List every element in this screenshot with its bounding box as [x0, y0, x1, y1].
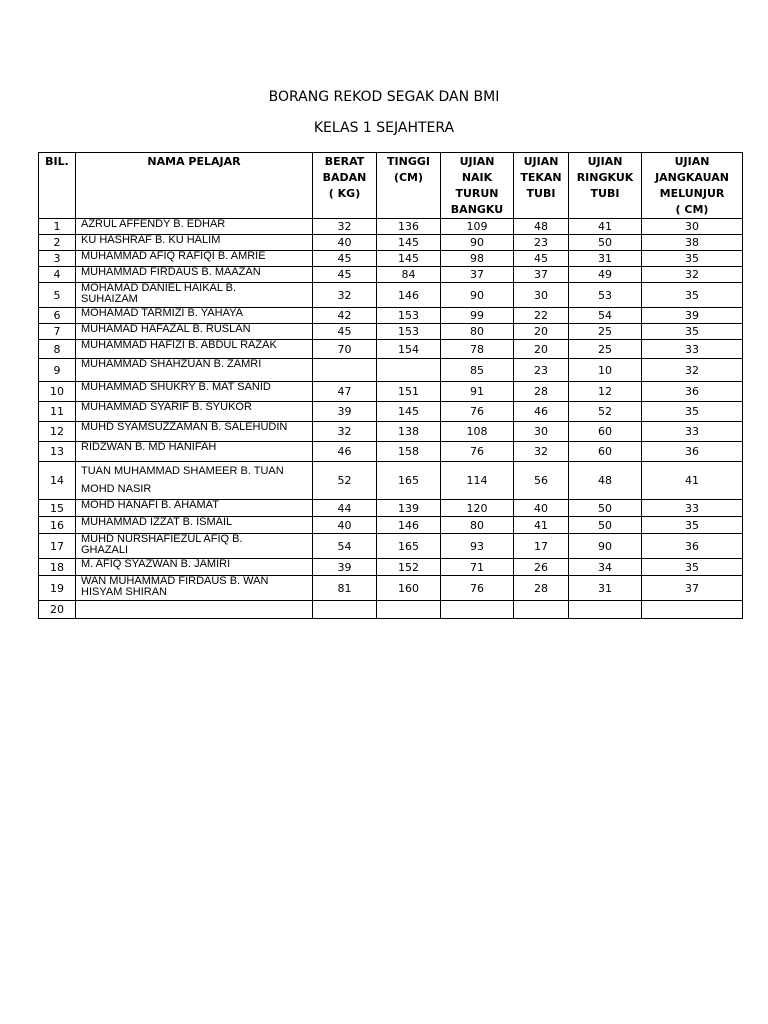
tekan-tubi-cell: 32: [514, 442, 569, 462]
bil-cell: 14: [39, 462, 76, 500]
student-name-line: MUHAMMAD HAFIZI B. ABDUL RAZAK: [81, 339, 277, 351]
header-line: JANGKAUAN: [655, 171, 729, 184]
header-line: NAIK: [461, 171, 493, 184]
naik-turun-bangku-cell: 80: [441, 517, 514, 534]
nama-cell: [76, 340, 313, 359]
tekan-tubi-cell: 56: [514, 462, 569, 500]
jangkauan-melunjur-cell: 38: [642, 235, 743, 251]
table-row: [39, 402, 743, 422]
berat-cell: 81: [313, 576, 377, 601]
fitness-record-table: [38, 152, 743, 619]
header-ujian-naik-turun-bangku: [441, 153, 514, 219]
naik-turun-bangku-cell: 78: [441, 340, 514, 359]
ringkuk-tubi-cell: 12: [569, 382, 642, 402]
student-name-line: MUHD NURSHAFIEZUL AFIQ B.: [81, 533, 243, 545]
naik-turun-bangku-cell: 90: [441, 283, 514, 308]
berat-cell: [313, 359, 377, 382]
bil-cell: 4: [39, 267, 76, 283]
header-berat-badan: [313, 153, 377, 219]
nama-cell: [76, 559, 313, 576]
nama-cell: [76, 576, 313, 601]
berat-cell: 44: [313, 500, 377, 517]
nama-cell: [76, 324, 313, 340]
bil-cell: 10: [39, 382, 76, 402]
tinggi-cell: [377, 601, 441, 619]
naik-turun-bangku-cell: 93: [441, 534, 514, 559]
tekan-tubi-cell: 23: [514, 235, 569, 251]
ringkuk-tubi-cell: 50: [569, 517, 642, 534]
tekan-tubi-cell: 22: [514, 308, 569, 324]
ringkuk-tubi-cell: 41: [569, 219, 642, 235]
tekan-tubi-cell: 45: [514, 251, 569, 267]
nama-cell: [76, 402, 313, 422]
tekan-tubi-cell: 37: [514, 267, 569, 283]
tinggi-cell: 84: [377, 267, 441, 283]
berat-cell: 45: [313, 324, 377, 340]
table-row: [39, 576, 743, 601]
tekan-tubi-cell: 26: [514, 559, 569, 576]
bil-cell: 17: [39, 534, 76, 559]
nama-cell: [76, 235, 313, 251]
berat-cell: 70: [313, 340, 377, 359]
header-line: RINGKUK: [576, 171, 634, 184]
nama-cell: [76, 359, 313, 382]
student-name-line: MOHAMAD DANIEL HAIKAL B.: [81, 282, 237, 294]
table-row: [39, 219, 743, 235]
student-name-line: WAN MUHAMMAD FIRDAUS B. WAN: [81, 575, 269, 587]
header-line: TEKAN: [520, 171, 562, 184]
bil-cell: 12: [39, 422, 76, 442]
jangkauan-melunjur-cell: [642, 601, 743, 619]
nama-cell: [76, 442, 313, 462]
bil-cell: 1: [39, 219, 76, 235]
table-row: [39, 500, 743, 517]
student-name-line: MOHD NASIR: [81, 483, 152, 495]
jangkauan-melunjur-cell: 35: [642, 324, 743, 340]
header-line: (CM): [393, 171, 424, 184]
ringkuk-tubi-cell: 53: [569, 283, 642, 308]
tinggi-cell: 152: [377, 559, 441, 576]
nama-cell: [76, 500, 313, 517]
header-line: TUBI: [526, 187, 556, 200]
bil-cell: 19: [39, 576, 76, 601]
jangkauan-melunjur-cell: 30: [642, 219, 743, 235]
header-line: NAMA PELAJAR: [147, 155, 241, 168]
tekan-tubi-cell: 46: [514, 402, 569, 422]
header-line: TURUN: [455, 187, 499, 200]
jangkauan-melunjur-cell: 33: [642, 340, 743, 359]
bil-cell: 9: [39, 359, 76, 382]
student-name-line: MUHAMMAD SHUKRY B. MAT SANID: [81, 381, 271, 393]
berat-cell: 46: [313, 442, 377, 462]
class-subtitle: KELAS 1 SEJAHTERA: [313, 120, 455, 136]
table-row: [39, 382, 743, 402]
berat-cell: 39: [313, 402, 377, 422]
jangkauan-melunjur-cell: 32: [642, 359, 743, 382]
header-line: UJIAN: [459, 155, 495, 168]
ringkuk-tubi-cell: 10: [569, 359, 642, 382]
naik-turun-bangku-cell: 99: [441, 308, 514, 324]
bil-cell: 7: [39, 324, 76, 340]
naik-turun-bangku-cell: 80: [441, 324, 514, 340]
berat-cell: 52: [313, 462, 377, 500]
bil-cell: 18: [39, 559, 76, 576]
jangkauan-melunjur-cell: 41: [642, 462, 743, 500]
student-name-line: MUHAMMAD SYARIF B. SYUKOR: [81, 401, 252, 413]
tinggi-cell: 145: [377, 235, 441, 251]
ringkuk-tubi-cell: 50: [569, 235, 642, 251]
berat-cell: 40: [313, 517, 377, 534]
tinggi-cell: 145: [377, 402, 441, 422]
student-name-line: TUAN MUHAMMAD SHAMEER B. TUAN: [81, 465, 284, 477]
tinggi-cell: [377, 359, 441, 382]
berat-cell: 39: [313, 559, 377, 576]
jangkauan-melunjur-cell: 36: [642, 534, 743, 559]
ringkuk-tubi-cell: 50: [569, 500, 642, 517]
naik-turun-bangku-cell: 114: [441, 462, 514, 500]
header-line: UJIAN: [587, 155, 623, 168]
table-row: [39, 308, 743, 324]
bil-cell: 16: [39, 517, 76, 534]
header-line: TINGGI: [387, 155, 430, 168]
nama-cell: [76, 534, 313, 559]
ringkuk-tubi-cell: 54: [569, 308, 642, 324]
bil-cell: 15: [39, 500, 76, 517]
jangkauan-melunjur-cell: 35: [642, 402, 743, 422]
tinggi-cell: 165: [377, 462, 441, 500]
nama-cell: [76, 308, 313, 324]
header-ujian-tekan-tubi: [514, 153, 569, 219]
jangkauan-melunjur-cell: 35: [642, 517, 743, 534]
header-line: ( KG): [328, 187, 361, 200]
header-line: BERAT: [324, 155, 365, 168]
tinggi-cell: 138: [377, 422, 441, 442]
berat-cell: 45: [313, 251, 377, 267]
berat-cell: 32: [313, 422, 377, 442]
table-row: [39, 251, 743, 267]
berat-cell: 47: [313, 382, 377, 402]
berat-cell: 54: [313, 534, 377, 559]
student-name-line: KU HASHRAF B. KU HALIM: [81, 234, 221, 246]
tinggi-cell: 153: [377, 308, 441, 324]
tinggi-cell: 136: [377, 219, 441, 235]
tekan-tubi-cell: 23: [514, 359, 569, 382]
student-name-line: SUHAIZAM: [81, 293, 138, 305]
header-line: UJIAN: [523, 155, 559, 168]
header-tinggi: [377, 153, 441, 219]
nama-cell: [76, 517, 313, 534]
naik-turun-bangku-cell: 85: [441, 359, 514, 382]
student-name-line: MUHAMMAD IZZAT B. ISMAIL: [81, 516, 233, 528]
naik-turun-bangku-cell: 98: [441, 251, 514, 267]
header-line: MELUNJUR: [659, 187, 725, 200]
jangkauan-melunjur-cell: 36: [642, 382, 743, 402]
ringkuk-tubi-cell: 34: [569, 559, 642, 576]
jangkauan-melunjur-cell: 33: [642, 500, 743, 517]
table-row: [39, 462, 743, 500]
student-name-line: MUHAMMAD SHAHZUAN B. ZAMRI: [81, 358, 262, 370]
nama-cell: [76, 251, 313, 267]
jangkauan-melunjur-cell: 32: [642, 267, 743, 283]
bil-cell: 11: [39, 402, 76, 422]
naik-turun-bangku-cell: 91: [441, 382, 514, 402]
nama-cell: [76, 267, 313, 283]
tekan-tubi-cell: 30: [514, 283, 569, 308]
naik-turun-bangku-cell: 90: [441, 235, 514, 251]
tinggi-cell: 160: [377, 576, 441, 601]
ringkuk-tubi-cell: 25: [569, 324, 642, 340]
tinggi-cell: 146: [377, 517, 441, 534]
ringkuk-tubi-cell: [569, 601, 642, 619]
tekan-tubi-cell: 17: [514, 534, 569, 559]
student-name-line: RIDZWAN B. MD HANIFAH: [81, 441, 217, 453]
student-name-line: MOHD HANAFI B. AHAMAT: [81, 499, 219, 511]
nama-cell: [76, 422, 313, 442]
header-line: BANGKU: [450, 203, 504, 216]
table-row: [39, 283, 743, 308]
table-row: [39, 442, 743, 462]
tinggi-cell: 154: [377, 340, 441, 359]
ringkuk-tubi-cell: 52: [569, 402, 642, 422]
jangkauan-melunjur-cell: 39: [642, 308, 743, 324]
table-body: [39, 219, 743, 619]
header-bil: [39, 153, 76, 219]
jangkauan-melunjur-cell: 37: [642, 576, 743, 601]
tinggi-cell: 151: [377, 382, 441, 402]
header-line: BIL.: [45, 155, 69, 168]
naik-turun-bangku-cell: 109: [441, 219, 514, 235]
tinggi-cell: 153: [377, 324, 441, 340]
nama-cell: [76, 283, 313, 308]
naik-turun-bangku-cell: 76: [441, 576, 514, 601]
header-line: TUBI: [590, 187, 620, 200]
naik-turun-bangku-cell: 120: [441, 500, 514, 517]
nama-cell: [76, 382, 313, 402]
naik-turun-bangku-cell: 37: [441, 267, 514, 283]
bil-cell: 5: [39, 283, 76, 308]
bil-cell: 20: [39, 601, 76, 619]
nama-cell: [76, 462, 313, 500]
ringkuk-tubi-cell: 90: [569, 534, 642, 559]
jangkauan-melunjur-cell: 35: [642, 559, 743, 576]
student-name-line: HISYAM SHIRAN: [81, 586, 167, 598]
tekan-tubi-cell: 48: [514, 219, 569, 235]
table-row: [39, 422, 743, 442]
header-ujian-ringkuk-tubi: [569, 153, 642, 219]
naik-turun-bangku-cell: 108: [441, 422, 514, 442]
tekan-tubi-cell: [514, 601, 569, 619]
ringkuk-tubi-cell: 31: [569, 251, 642, 267]
table-row: [39, 534, 743, 559]
berat-cell: 32: [313, 219, 377, 235]
bil-cell: 3: [39, 251, 76, 267]
berat-cell: 32: [313, 283, 377, 308]
jangkauan-melunjur-cell: 35: [642, 251, 743, 267]
tekan-tubi-cell: 28: [514, 576, 569, 601]
nama-cell: [76, 601, 313, 619]
bil-cell: 13: [39, 442, 76, 462]
table-row: [39, 235, 743, 251]
ringkuk-tubi-cell: 60: [569, 442, 642, 462]
jangkauan-melunjur-cell: 35: [642, 283, 743, 308]
tinggi-cell: 145: [377, 251, 441, 267]
tinggi-cell: 165: [377, 534, 441, 559]
tekan-tubi-cell: 40: [514, 500, 569, 517]
document-title: BORANG REKOD SEGAK DAN BMI: [268, 89, 500, 105]
nama-cell: [76, 219, 313, 235]
student-name-line: MUHAMMAD FIRDAUS B. MAAZAN: [81, 266, 261, 278]
tekan-tubi-cell: 20: [514, 324, 569, 340]
tinggi-cell: 146: [377, 283, 441, 308]
tekan-tubi-cell: 20: [514, 340, 569, 359]
table-row: [39, 559, 743, 576]
bil-cell: 2: [39, 235, 76, 251]
header-nama-pelajar: [76, 153, 313, 219]
jangkauan-melunjur-cell: 33: [642, 422, 743, 442]
berat-cell: [313, 601, 377, 619]
student-name-line: MUHAMMAD AFIQ RAFIQI B. AMRIE: [81, 250, 266, 262]
ringkuk-tubi-cell: 25: [569, 340, 642, 359]
header-line: ( CM): [675, 203, 709, 216]
naik-turun-bangku-cell: 71: [441, 559, 514, 576]
jangkauan-melunjur-cell: 36: [642, 442, 743, 462]
table-row: [39, 601, 743, 619]
bil-cell: 8: [39, 340, 76, 359]
tinggi-cell: 158: [377, 442, 441, 462]
berat-cell: 40: [313, 235, 377, 251]
tinggi-cell: 139: [377, 500, 441, 517]
ringkuk-tubi-cell: 48: [569, 462, 642, 500]
tekan-tubi-cell: 41: [514, 517, 569, 534]
student-name-line: AZRUL AFFENDY B. EDHAR: [81, 218, 226, 230]
ringkuk-tubi-cell: 49: [569, 267, 642, 283]
naik-turun-bangku-cell: 76: [441, 402, 514, 422]
table-row: [39, 324, 743, 340]
bil-cell: 6: [39, 308, 76, 324]
tekan-tubi-cell: 30: [514, 422, 569, 442]
student-name-line: MUHAMAD HAFAZAL B. RUSLAN: [81, 323, 251, 335]
table-header-row: [39, 153, 743, 219]
tekan-tubi-cell: 28: [514, 382, 569, 402]
table-row: [39, 340, 743, 359]
naik-turun-bangku-cell: 76: [441, 442, 514, 462]
header-line: UJIAN: [674, 155, 710, 168]
table-row: [39, 267, 743, 283]
naik-turun-bangku-cell: [441, 601, 514, 619]
ringkuk-tubi-cell: 31: [569, 576, 642, 601]
header-ujian-jangkauan-melunjur: [642, 153, 743, 219]
student-name-line: M. AFIQ SYAZWAN B. JAMIRI: [81, 558, 231, 570]
student-name-line: MOHAMAD TARMIZI B. YAHAYA: [81, 307, 243, 319]
table-row: [39, 359, 743, 382]
berat-cell: 45: [313, 267, 377, 283]
header-line: BADAN: [322, 171, 367, 184]
student-name-line: GHAZALI: [81, 544, 129, 556]
student-name-line: MUHD SYAMSUZZAMAN B. SALEHUDIN: [81, 421, 288, 433]
table-row: [39, 517, 743, 534]
berat-cell: 42: [313, 308, 377, 324]
ringkuk-tubi-cell: 60: [569, 422, 642, 442]
